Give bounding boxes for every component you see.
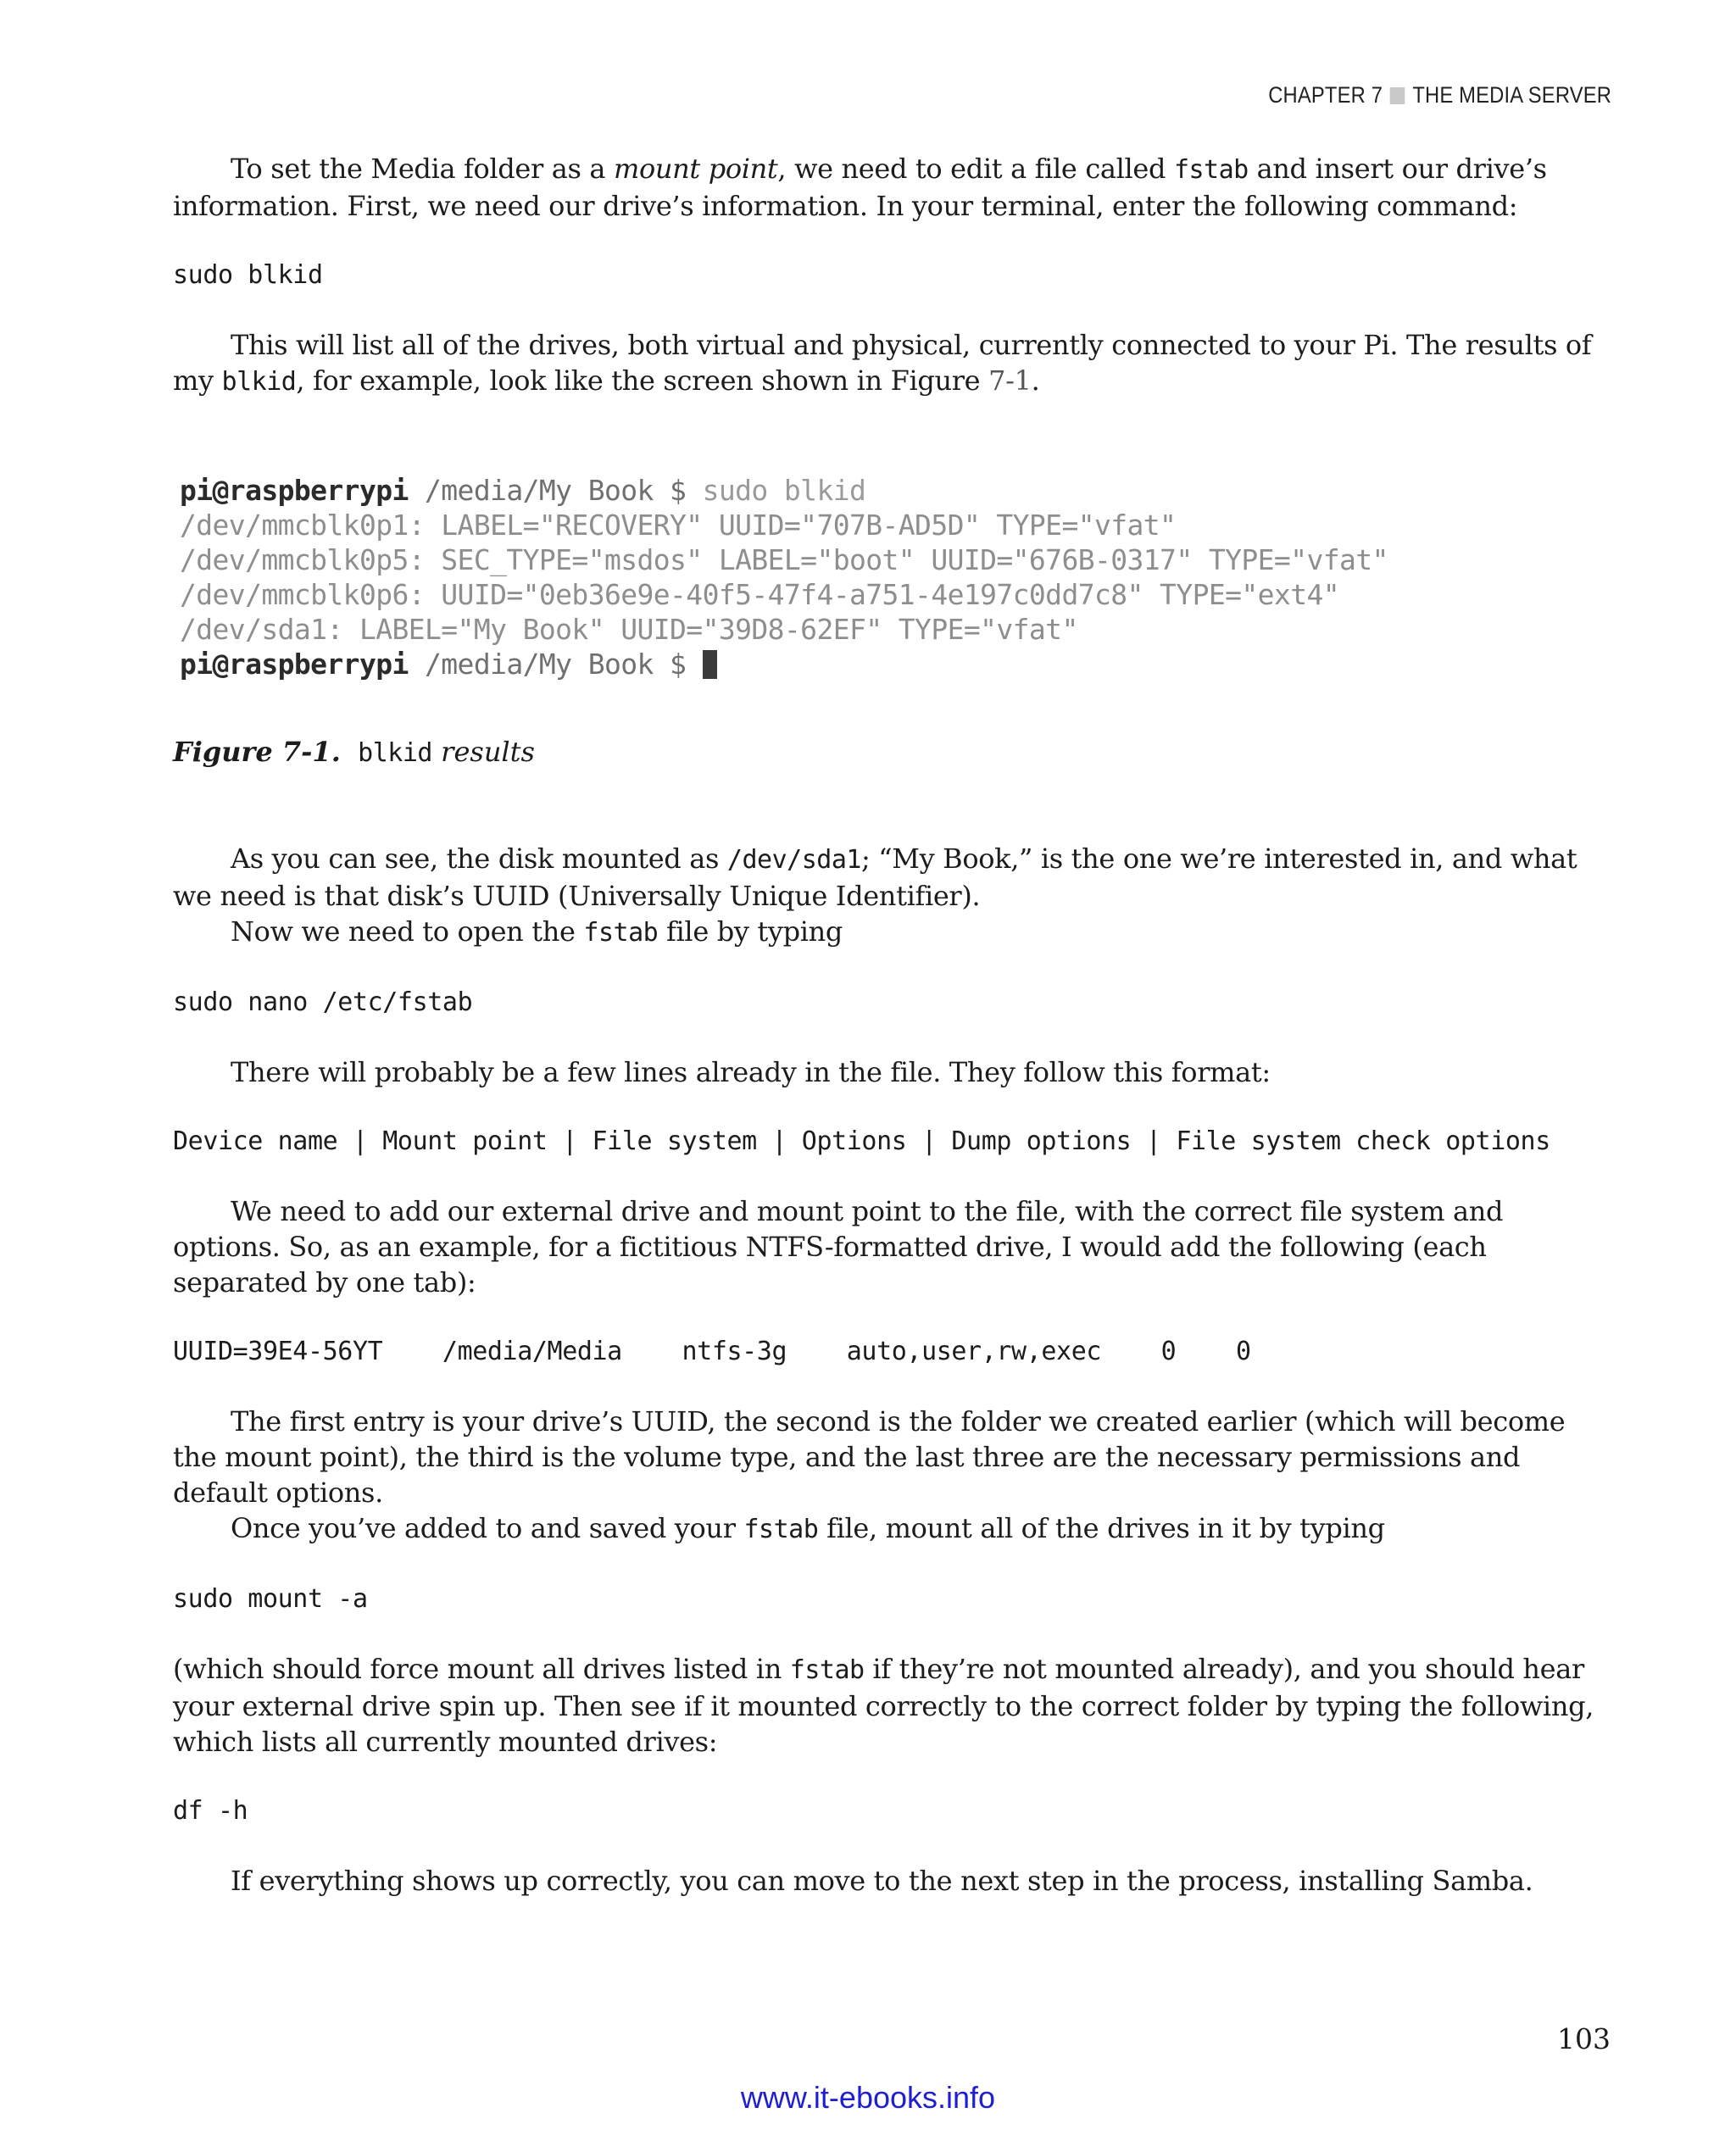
text: , we need to edit a file called: [777, 153, 1174, 185]
page-content: [173, 151, 1597, 1899]
terminal-screenshot: [180, 473, 1597, 681]
text: As you can see, the disk mounted as: [231, 842, 727, 875]
footer-website-link[interactable]: www.it-ebooks.info: [740, 2080, 996, 2115]
caption-text: results: [431, 736, 535, 768]
text: This will list all of the drives, both virtual and physical, currently connected to your Pi. The results of my: [173, 329, 1592, 397]
paragraph-sda1: [173, 841, 1597, 914]
paragraph-add-drive: We need to add our external drive and mount point to the file, with the correct file system and options. So, as an example, for a fictitious NTFS-formatted drive, I would add the following (each separated by one tab):: [173, 1195, 1504, 1299]
code-fstab-format: Device name | Mount point | File system | Options | Dump options | File system check options: [173, 1126, 1550, 1156]
inline-code: fstab: [1173, 155, 1249, 185]
inline-code: blkid: [221, 367, 297, 397]
text: if they’re not mounted already), and you should hear your external drive spin up. Then see if it mounted correctly to the correct folder by typing the following, which lists all currently mounted drives:: [173, 1653, 1594, 1758]
header-separator-square: [1390, 87, 1405, 104]
prompt-user: pi@raspberrypi: [180, 474, 409, 507]
terminal-prompt-line: [180, 647, 1597, 681]
code-mount-a: sudo mount -a: [173, 1584, 368, 1614]
terminal-output-line: /dev/mmcblk0p6: UUID="0eb36e9e-40f5-47f4-a751-4e197c0dd7c8" TYPE="ext4": [180, 578, 1340, 611]
running-header: [1268, 82, 1611, 108]
paragraph-mount-all: [173, 1510, 1597, 1548]
inline-code: fstab: [789, 1655, 865, 1685]
text: , for example, look like the screen shown in Figure: [296, 364, 989, 397]
text: file, mount all of the drives in it by typing: [818, 1512, 1385, 1544]
text: (which should force mount all drives listed in: [173, 1653, 790, 1685]
paragraph-force-mount: [173, 1651, 1597, 1760]
inline-code: /dev/sda1: [726, 845, 861, 875]
prompt-path: /media/My Book $: [408, 474, 687, 507]
emphasis-mount-point: mount point: [613, 153, 778, 185]
figure-label: Figure 7-1.: [173, 736, 341, 768]
section-title: THE MEDIA SERVER: [1412, 82, 1611, 108]
terminal-command: sudo blkid: [686, 474, 866, 507]
terminal-output-line: /dev/sda1: LABEL="My Book" UUID="39D8-62EF" TYPE="vfat": [180, 613, 1078, 646]
text: ; “My Book,” is the one we’re interested in, and what we need is that disk’s UUID (Universally Unique Identifier).: [173, 842, 1577, 912]
paragraph-next-step: If everything shows up correctly, you can move to the next step in the process, installing Samba.: [231, 1865, 1533, 1897]
code-df-h: df -h: [173, 1796, 248, 1826]
code-blkid: sudo blkid: [173, 260, 323, 290]
figure-reference-link[interactable]: 7-1: [988, 364, 1032, 397]
inline-code: fstab: [583, 918, 659, 948]
cursor-block: [703, 650, 717, 679]
code-nano-fstab: sudo nano /etc/fstab: [173, 987, 473, 1017]
terminal-output-line: /dev/mmcblk0p1: LABEL="RECOVERY" UUID="707B-AD5D" TYPE="vfat": [180, 509, 1177, 542]
terminal-output-line: /dev/mmcblk0p5: SEC_TYPE="msdos" LABEL="boot" UUID="676B-0317" TYPE="vfat": [180, 543, 1388, 576]
text: file by typing: [658, 915, 843, 948]
text: .: [1031, 364, 1040, 397]
terminal-prompt-line: [180, 473, 1597, 508]
paragraph-open-fstab: [173, 914, 1597, 951]
prompt-user: pi@raspberrypi: [180, 648, 409, 681]
chapter-label: CHAPTER 7: [1268, 82, 1383, 108]
paragraph-intro: [173, 151, 1597, 224]
text: To set the Media folder as a: [231, 153, 614, 185]
paragraph-format: There will probably be a few lines already in the file. They follow this format:: [231, 1056, 1271, 1088]
text: Once you’ve added to and saved your: [231, 1512, 744, 1544]
code-fstab-entry: UUID=39E4-56YT /media/Media ntfs-3g auto,user,rw,exec 0 0: [173, 1337, 1251, 1366]
prompt-path: /media/My Book $: [408, 648, 687, 681]
paragraph-blkid-results: [173, 327, 1597, 400]
paragraph-entry-explained: The first entry is your drive’s UUID, the second is the folder we created earlier (which will become the mount point), the third is the volume type, and the last three are the necessary permissions and default options.: [173, 1405, 1566, 1509]
figure-caption: [173, 736, 1597, 768]
page-number: 103: [1557, 2022, 1611, 2055]
inline-code: blkid: [358, 738, 432, 768]
text: and insert our drive’s information. First, we need our drive’s information. In your terminal, enter the following command:: [173, 153, 1547, 222]
inline-code: fstab: [743, 1515, 819, 1544]
text: Now we need to open the: [231, 915, 584, 948]
